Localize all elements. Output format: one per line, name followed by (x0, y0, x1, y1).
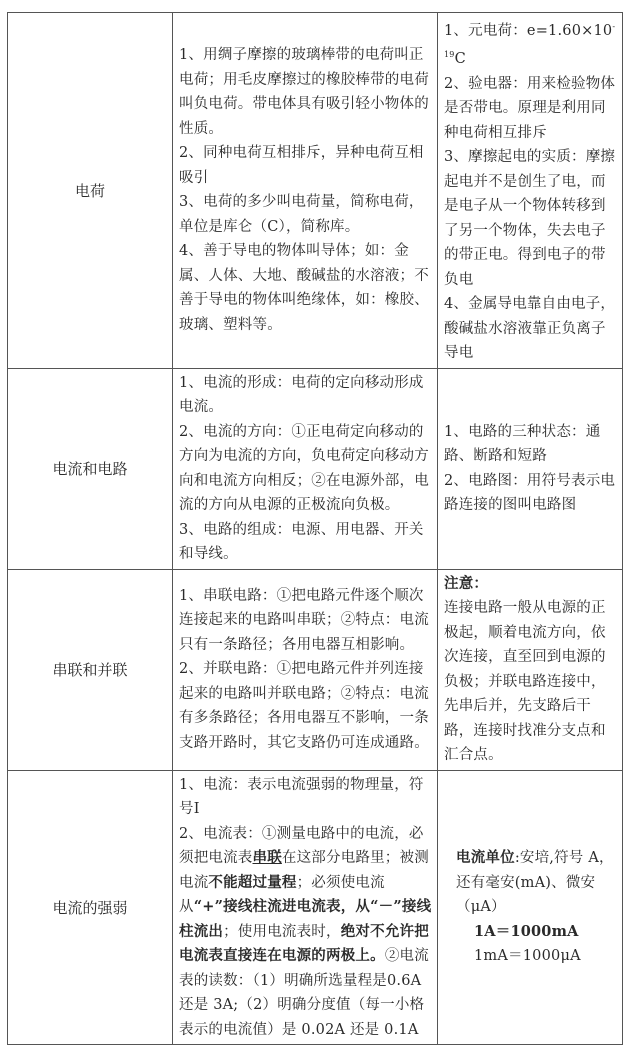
table-row-charge (8, 13, 623, 369)
notes-cell (438, 368, 623, 569)
detail-item: 1、串联电路：①把电路元件逐个顺次连接起来的电路叫串联；②特点：电流只有一条路径；各用电器互相影响。 (179, 587, 429, 653)
detail-item: 3、电荷的多少叫电荷量，简称电荷，单位是库仑（C），简称库。 (179, 194, 424, 235)
detail-item: 2、并联电路：①把电路元件并列连接起来的电路叫并联电路；②特点：电流有多条路径；各用电器互不影响，一条支路开路时，其它支路仍可连成通路。 (179, 661, 429, 751)
details-cell (173, 368, 438, 569)
note-item: 1、电路的三种状态：通路、断路和短路 (444, 423, 601, 465)
unit-note: 电流单位:安培,符号 A，还有毫安(mA)、微安（μA） (456, 849, 614, 916)
note-item: 2、电路图：用符号表示电路连接的图叫电路图 (444, 472, 616, 514)
topic-cell (8, 13, 173, 369)
note-item: 2、验电器：用来检验物体是否带电。原理是利用同种电荷相互排斥 (444, 75, 616, 141)
topic-label: 电荷 (74, 181, 105, 200)
note-item: 连接电路一般从电源的正极起，顺着电流方向，依次连接，直至回到电源的负极；并联电路连接中，先串后并，先支路后干路，连接时找准分支点和汇合点。 (444, 600, 606, 764)
topic-cell (8, 368, 173, 569)
details-cell (173, 569, 438, 770)
topic-label: 电流和电路 (52, 460, 128, 479)
detail-item: 1、电流的形成：电荷的定向移动形成电流。 (179, 374, 424, 416)
detail-item: 1、电流：表示电流强弱的物理量，符号I (179, 776, 424, 818)
topic-cell (8, 569, 173, 770)
detail-item: 4、善于导电的物体叫导体；如：金属、人体、大地、酸碱盐的水溶液；不善于导电的物体叫绝缘体，如：橡胶、玻璃、塑料等。 (179, 243, 429, 333)
unit-conversion: 1mA＝1000μA (474, 948, 581, 965)
physics-notes-table (7, 12, 623, 1045)
table-row-current-circuit (8, 368, 623, 569)
topic-label: 电流的强弱 (52, 898, 128, 917)
unit-conversion: 1A＝1000mA (474, 922, 579, 940)
details-cell (173, 770, 438, 1045)
note-item: 1、元电荷：$e=1.60\times 10^{-19}C$ (444, 22, 616, 68)
note-item: 4、金属导电靠自由电子，酸碱盐水溶液靠正负离子导电 (444, 296, 616, 362)
detail-item: 2、电流的方向：①正电荷定向移动的方向为电流的方向，负电荷定向移动方向和电流方向相反；②在电源外部，电流的方向从电源的正极流向负极。 (179, 423, 429, 514)
notes-cell (438, 13, 623, 369)
notes-cell (438, 569, 623, 770)
table-row-current-strength (8, 770, 623, 1045)
topic-cell (8, 770, 173, 1045)
notes-cell (438, 770, 623, 1045)
table-row-series-parallel (8, 569, 623, 770)
topic-label: 串联和并联 (52, 661, 128, 680)
detail-item: 1、用绸子摩擦的玻璃棒带的电荷叫正电荷；用毛皮摩擦过的橡胶棒带的电荷叫负电荷。带电体具有吸引轻小物体的性质。 (179, 47, 429, 137)
note-item: 3、摩擦起电的实质：摩擦起电并不是创生了电，而是电子从一个物体转移到了另一个物体，失去电子的带正电。得到电子的带负电 (444, 149, 616, 288)
note-heading: 注意： (444, 574, 489, 592)
detail-item: 3、电路的组成：电源、用电器、开关和导线。 (179, 521, 424, 563)
detail-item: 2、电流表：①测量电路中的电流，必须把电流表串联在这部分电路里；被测电流不能超过量程；必须使电流从“+”接线柱流进电流表，从“－”接线柱流出；使用电流表时，绝对不允许把电流表直接连在电源的两极上。②电流表的读数：（1）明确所选量程是0.6A 还是 3A;（2）明确分度值（每一小格表示的电流值）是 0.02A 还是 0.1A (179, 825, 432, 1038)
detail-item: 2、同种电荷互相排斥，异种电荷互相吸引 (179, 145, 424, 186)
details-cell (173, 13, 438, 369)
